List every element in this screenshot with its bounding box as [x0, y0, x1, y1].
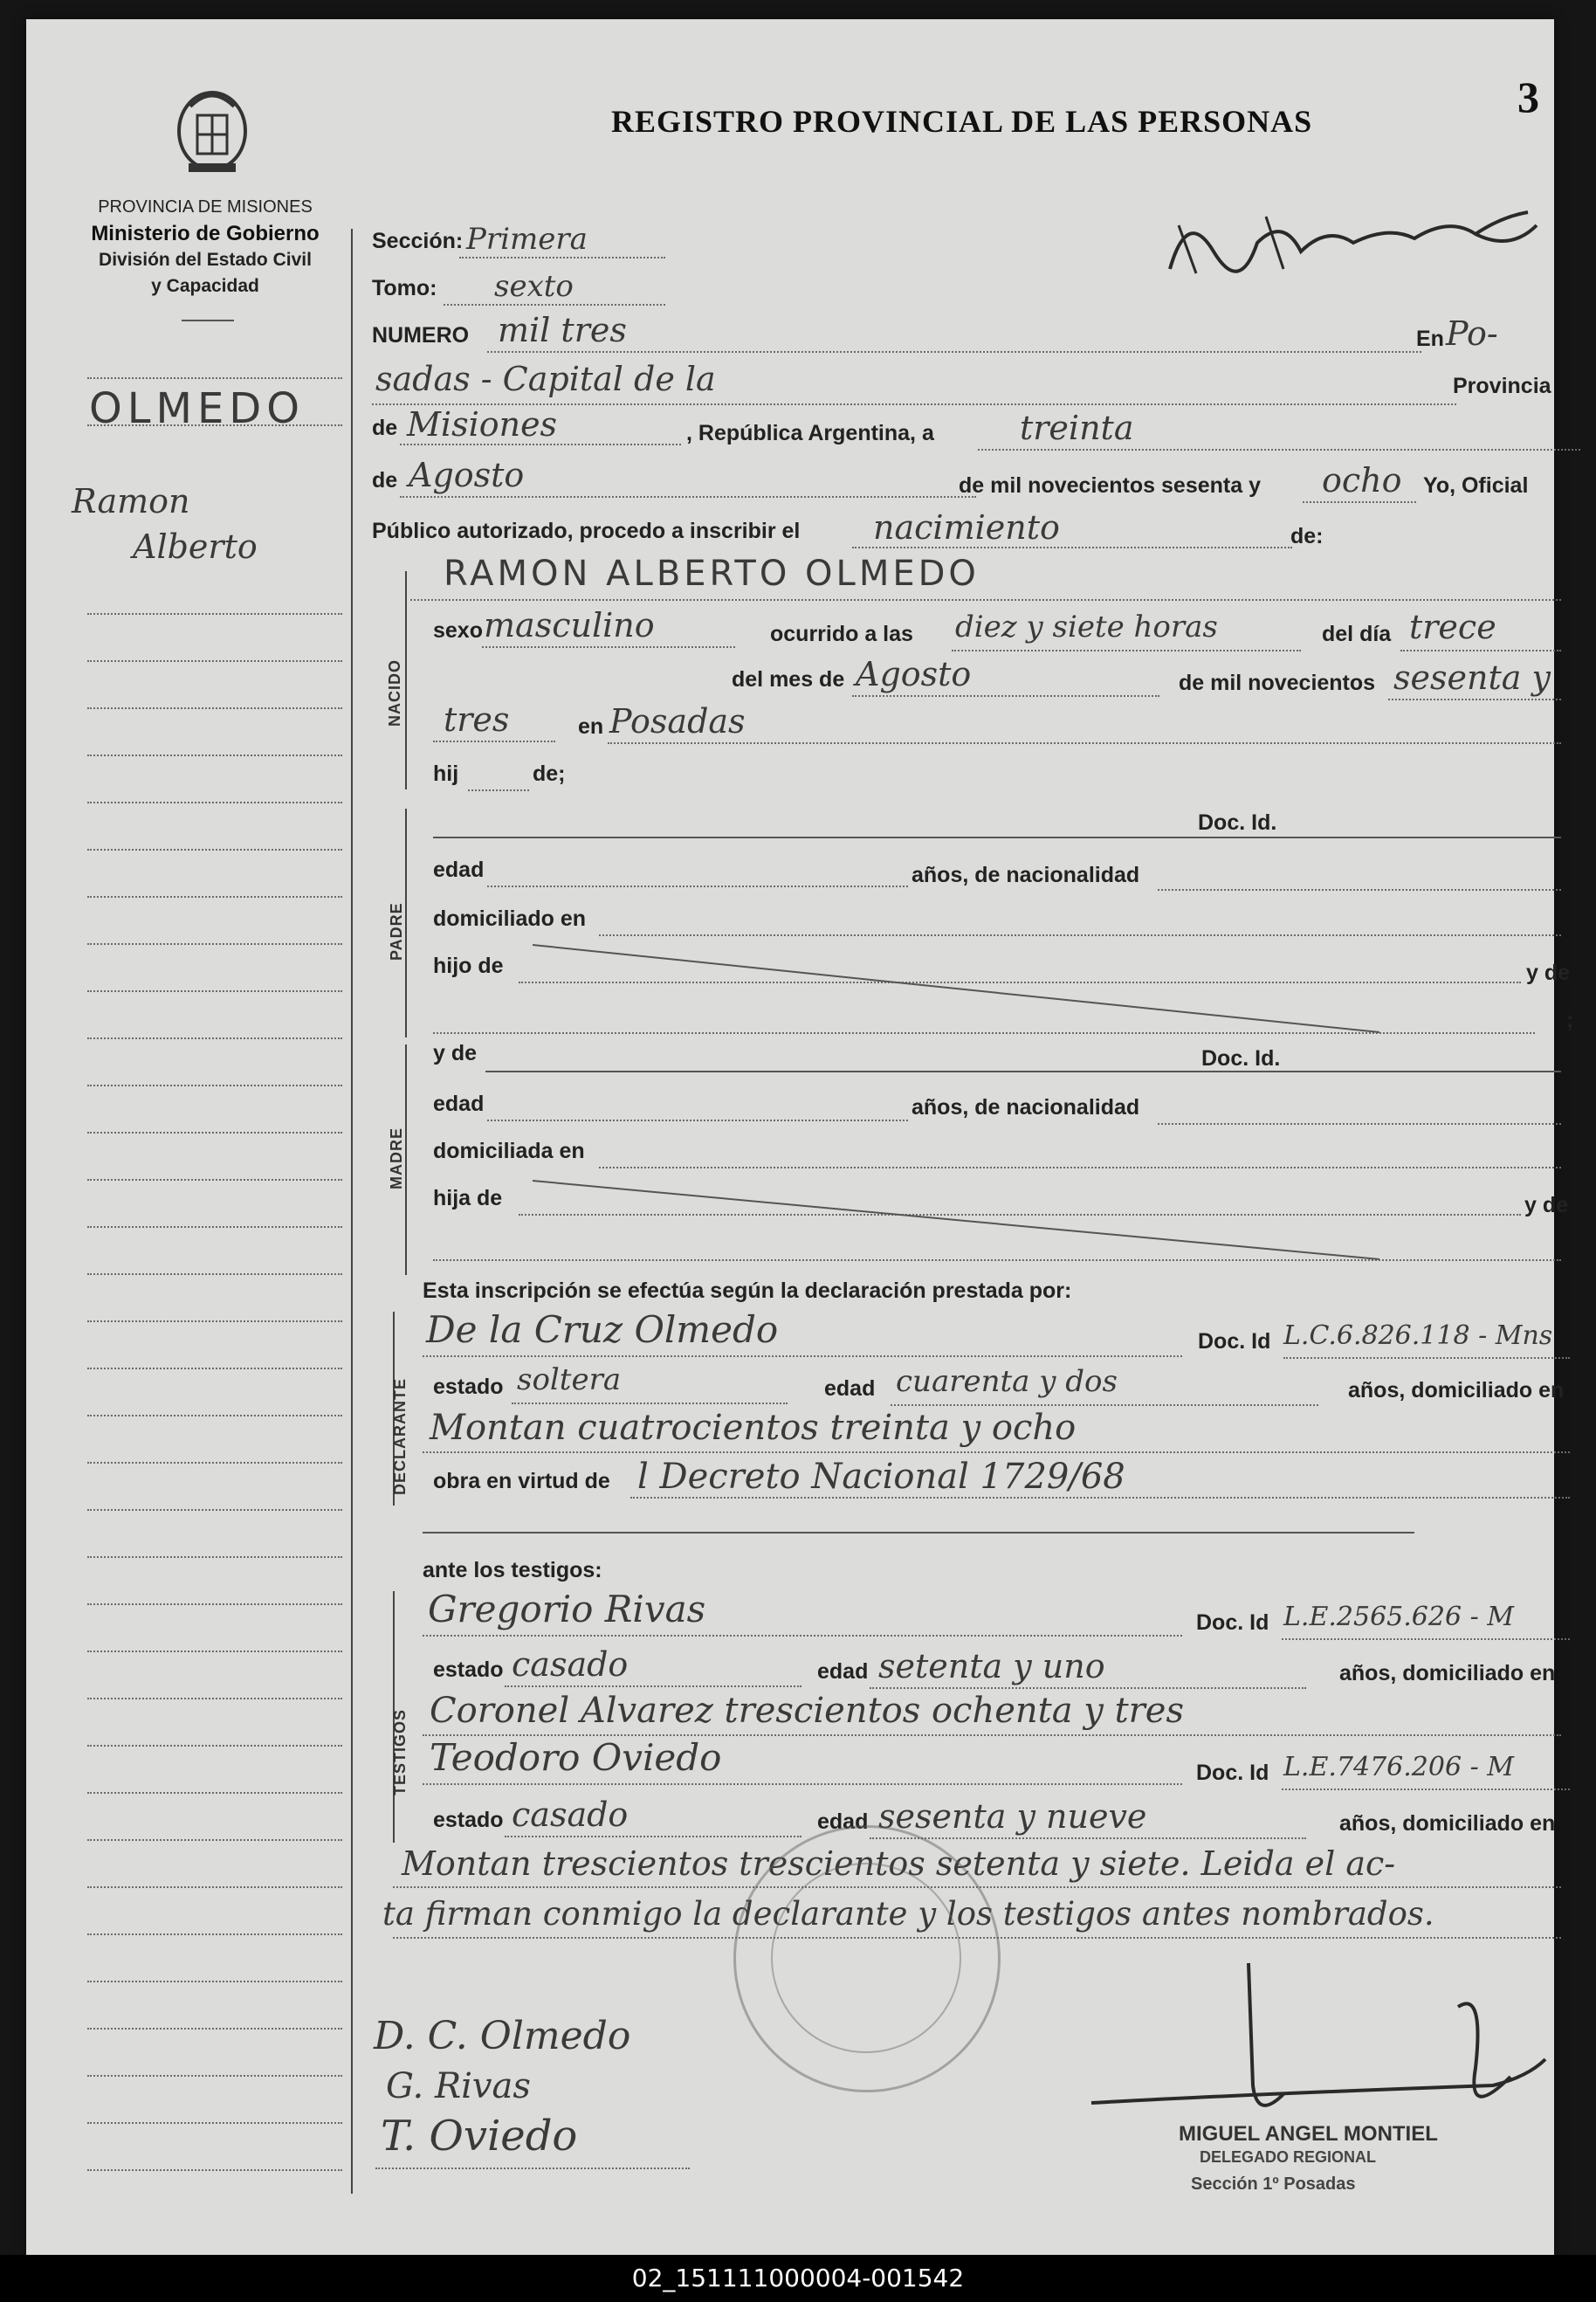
margin-ruled-line: [87, 1132, 342, 1134]
declarante-obra-label: obra en virtud de: [433, 1469, 610, 1493]
sexo-value: masculino: [484, 606, 655, 644]
madre-domicilio-label: domiciliada en: [433, 1139, 585, 1163]
declarante-doc-value: L.C.6.826.118 - Mns: [1283, 1320, 1553, 1351]
testigos-intro: ante los testigos:: [423, 1558, 602, 1582]
hij-label: hij: [433, 762, 459, 786]
testigo-2-edad-label: edad: [817, 1809, 869, 1834]
year-value: ocho: [1322, 461, 1402, 500]
document-title: REGISTRO PROVINCIAL DE LAS PERSONAS: [611, 104, 1313, 139]
margin-ruled-line: [87, 755, 342, 756]
testigo-2-estado-label: estado: [433, 1808, 504, 1832]
declarante-obra-value: l Decreto Nacional 1729/68: [637, 1457, 1125, 1497]
margin-ruled-line: [87, 1368, 342, 1369]
numero-label: NUMERO: [372, 323, 470, 348]
declarante-edad-label: edad: [824, 1376, 876, 1401]
anio-label: de mil novecientos: [1179, 671, 1376, 695]
madre-hija-label: hija de: [433, 1186, 503, 1210]
margin-ruled-line: [87, 943, 342, 945]
de-label-2: de: [372, 468, 398, 493]
madre-strike-line: [515, 1172, 1388, 1268]
margin-ruled-line: [87, 1037, 342, 1039]
testigo-1-doc-label: Doc. Id: [1196, 1610, 1269, 1635]
margin-ruled-line: [87, 896, 342, 898]
testigo-1-edad-value: setenta y uno: [878, 1647, 1105, 1685]
section-padre-label: PADRE: [388, 902, 405, 961]
margin-ruled-line: [87, 1651, 342, 1652]
margin-ruled-line: [87, 1603, 342, 1605]
declarante-edad-value: cuarenta y dos: [896, 1364, 1118, 1399]
padre-domicilio-label: domiciliado en: [433, 906, 587, 931]
margin-ruled-line: [87, 990, 342, 992]
full-name-value: RAMON ALBERTO OLMEDO: [444, 554, 980, 594]
margin-ruled-line: [87, 2122, 342, 2124]
margin-ruled-line: [87, 1085, 342, 1086]
month-value: Agosto: [409, 456, 525, 494]
testigo-1-name: Gregorio Rivas: [428, 1588, 706, 1630]
declarante-domicilio-value: Montan cuatrocientos treinta y ocho: [430, 1408, 1077, 1448]
declarante-doc-label: Doc. Id: [1198, 1329, 1271, 1354]
margin-ruled-line: [87, 1839, 342, 1841]
margin-ruled-line: [87, 1509, 342, 1511]
padre-edad-label: edad: [433, 858, 485, 882]
testigo-1-domicilio-label: años, domiciliado en: [1339, 1661, 1556, 1685]
margin-ruled-line: [87, 1273, 342, 1275]
en-value: Po-: [1446, 314, 1498, 353]
page-number: 3: [1517, 72, 1539, 121]
padre-semicolon: ;: [1566, 1008, 1574, 1032]
declarante-estado-value: soltera: [517, 1362, 622, 1397]
margin-ruled-line: [87, 1226, 342, 1228]
testigo-1-estado-label: estado: [433, 1658, 504, 1682]
declarante-name: De la Cruz Olmedo: [426, 1308, 779, 1351]
padre-yde-label: y de: [1526, 961, 1571, 985]
mes-value: Agosto: [856, 655, 972, 693]
testigo-2-name: Teodoro Oviedo: [430, 1736, 722, 1779]
ocurrido-label: ocurrido a las: [770, 622, 913, 646]
dia-value: trece: [1409, 608, 1496, 646]
closing-text: ta firman conmigo la declarante y los testigos antes nombrados.: [382, 1895, 1434, 1933]
year-label: de mil novecientos sesenta y: [959, 473, 1261, 498]
margin-ruled-line: [87, 849, 342, 851]
en-lugar-label: en: [578, 714, 604, 739]
en-label: En: [1416, 327, 1444, 351]
margin-given-name-2: Alberto: [133, 527, 258, 566]
margin-ruled-line: [87, 1792, 342, 1794]
signature-testigo-2: T. Oviedo: [381, 2112, 578, 2161]
oficial-label: Yo, Oficial: [1423, 473, 1529, 498]
section-testigos-label: TESTIGOS: [391, 1708, 409, 1795]
day-value: treinta: [1020, 409, 1134, 447]
margin-ruled-line: [87, 613, 342, 615]
margin-ruled-line: [87, 1886, 342, 1888]
institution-line-4: y Capacidad: [151, 276, 259, 296]
margin-ruled-line: [87, 802, 342, 803]
margin-ruled-line: [87, 1745, 342, 1747]
institution-line-1: PROVINCIA DE MISIONES: [98, 197, 313, 217]
seccion-value: Primera: [466, 222, 588, 257]
margin-ruled-line: [87, 2028, 342, 2030]
official-section: Sección 1º Posadas: [1191, 2174, 1356, 2194]
official-name: MIGUEL ANGEL MONTIEL: [1179, 2122, 1438, 2146]
official-signature: [1074, 1954, 1563, 2142]
anio-value: sesenta y: [1393, 658, 1551, 697]
padre-strike-line: [515, 936, 1388, 1041]
margin-ruled-line: [87, 660, 342, 662]
madre-doc-label: Doc. Id.: [1201, 1046, 1281, 1071]
tomo-label: Tomo:: [372, 276, 437, 300]
official-stamp: [733, 1825, 1001, 2092]
margin-given-name-1: Ramon: [72, 482, 190, 520]
testigo-2-domicilio-value: Montan trescientos trescientos setenta y siete. Leida el ac-: [402, 1844, 1396, 1883]
official-title: DELEGADO REGIONAL: [1200, 2148, 1377, 2166]
margin-ruled-line: [87, 1415, 342, 1416]
city-value: sadas - Capital de la: [375, 360, 716, 398]
archive-id-footer: 02_151111000004-001542: [0, 2255, 1596, 2302]
margin-ruled-line: [87, 377, 342, 379]
testigo-1-estado-value: casado: [512, 1645, 629, 1684]
seccion-label: Sección:: [372, 229, 464, 253]
margin-ruled-line: [87, 1179, 342, 1181]
margin-ruled-line: [87, 2075, 342, 2077]
margin-ruled-line: [87, 1698, 342, 1699]
dia-label: del día: [1322, 622, 1392, 646]
padre-doc-label: Doc. Id.: [1198, 810, 1277, 835]
section-madre-label: MADRE: [388, 1127, 405, 1189]
de-colon-label: de:: [1290, 524, 1324, 548]
provincia-label: Provincia: [1453, 374, 1551, 398]
margin-ruled-line: [87, 1320, 342, 1322]
testigo-2-doc-value: L.E.7476.206 - M: [1283, 1752, 1514, 1782]
declarante-domicilio-label: años, domiciliado en: [1348, 1378, 1565, 1403]
madre-yde-label: y de: [433, 1041, 478, 1065]
testigo-2-doc-label: Doc. Id: [1196, 1761, 1269, 1785]
provincial-crest: [164, 80, 260, 176]
province-value: Misiones: [407, 405, 558, 444]
testigo-1-domicilio-value: Coronel Alvarez trescientos ochenta y tres: [430, 1691, 1184, 1731]
hora-value: diez y siete horas: [955, 610, 1218, 644]
lugar-value: Posadas: [609, 702, 746, 741]
margin-ruled-line: [87, 1556, 342, 1558]
margin-ruled-line: [87, 1462, 342, 1464]
institution-line-2: Ministerio de Gobierno: [91, 222, 320, 245]
acto-value: nacimiento: [873, 508, 1060, 547]
numero-value: mil tres: [498, 311, 627, 349]
margin-ruled-line: [87, 1933, 342, 1935]
margin-surname: OLMEDO: [89, 384, 306, 433]
padre-hijo-label: hijo de: [433, 954, 504, 978]
section-nacido-label: NACIDO: [386, 659, 403, 727]
signature-testigo-1: G. Rivas: [386, 2066, 531, 2106]
testigo-2-estado-value: casado: [512, 1795, 629, 1834]
tomo-value: sexto: [494, 269, 574, 304]
signature-declarante: D. C. Olmedo: [374, 2014, 631, 2058]
declarante-intro: Esta inscripción se efectúa según la declaración prestada por:: [423, 1279, 1072, 1303]
anio-value-2: tres: [444, 700, 510, 739]
margin-ruled-line: [87, 1981, 342, 1982]
testigo-2-domicilio-label: años, domiciliado en: [1339, 1811, 1556, 1836]
margin-ruled-line: [87, 707, 342, 709]
section-declarante-label: DECLARANTE: [391, 1378, 409, 1495]
testigo-1-doc-value: L.E.2565.626 - M: [1283, 1602, 1514, 1632]
padre-nacionalidad-label: años, de nacionalidad: [912, 863, 1140, 887]
hij-de-label: de;: [533, 762, 566, 786]
republica-label: , República Argentina, a: [686, 421, 934, 445]
madre-nacionalidad-label: años, de nacionalidad: [912, 1095, 1140, 1120]
madre-edad-label: edad: [433, 1092, 485, 1116]
testigo-1-edad-label: edad: [817, 1659, 869, 1684]
margin-ruled-line: [87, 2169, 342, 2171]
mes-label: del mes de: [732, 667, 845, 692]
testigo-2-edad-value: sesenta y nueve: [878, 1797, 1147, 1836]
declarante-estado-label: estado: [433, 1375, 504, 1399]
sexo-label: sexo: [433, 618, 483, 643]
document-page: [26, 19, 1574, 2255]
registrar-signature-top: [1161, 190, 1545, 291]
madre-yde-label-2: y de: [1524, 1193, 1569, 1217]
margin-ruled-line: [87, 424, 342, 426]
institution-line-3: División del Estado Civil: [99, 250, 312, 270]
de-label: de: [372, 416, 398, 440]
publico-label: Público autorizado, procedo a inscribir el: [372, 519, 801, 543]
